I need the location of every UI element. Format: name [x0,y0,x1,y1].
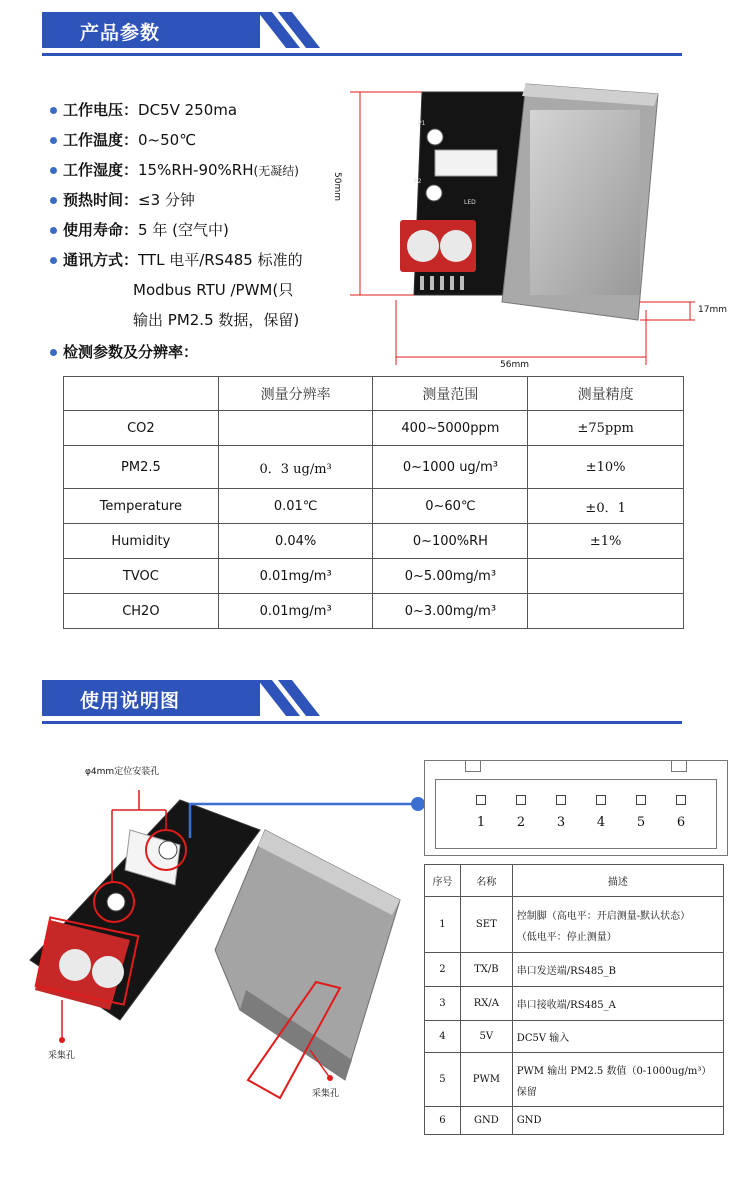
connector [435,150,497,176]
table-cell: 0~3.00mg/m³ [373,594,528,629]
dim-depth-label: 17mm [698,305,727,315]
bullet-icon [50,107,57,114]
spec-humidity: 工作湿度：15%RH-90%RH(无凝结) [50,155,299,186]
table-row [425,1107,724,1135]
table-cell: ±1% [528,524,684,559]
table-cell: 400~5000ppm [373,411,528,446]
pin-row [471,795,691,830]
header-cell [64,377,219,411]
pin: 6 [671,795,691,830]
table-cell: CH2O [64,594,219,629]
pin: 4 [591,795,611,830]
pin: 3 [551,795,571,830]
p2-mark: P2 [414,178,422,185]
table-cell: 6 [425,1107,461,1135]
table-header-row [64,377,684,411]
spec-temperature: 工作温度：0~50℃ [50,125,196,155]
table-cell: 0~1000 ug/m³ [373,446,528,489]
spec-comm-line3: 输出 PM2.5 数据，保留) [133,311,300,329]
spec-voltage: 工作电压：DC5V 250ma [50,95,237,125]
table-row [425,1021,724,1053]
bullet-icon [50,349,57,356]
table-cell: TVOC [64,559,219,594]
table-cell: 0~60℃ [373,489,528,524]
callout-intake-right: 采集孔 [312,1089,340,1099]
header-cell: 测量精度 [528,377,684,411]
table-cell: 1 [425,897,461,953]
table-row [425,953,724,987]
section-header-usage [42,680,682,716]
table-row [425,897,724,953]
bullet-icon [50,227,57,234]
mount-hole [107,893,125,911]
section-header-params [42,12,682,48]
header-cell: 描述 [512,865,723,897]
bullet-icon [50,197,57,204]
table-row [64,446,684,489]
mount-hole [427,129,443,145]
table-cell: GND [460,1107,512,1135]
table-cell: 0．3 ug/m³ [218,446,373,489]
mount-hole [159,841,177,859]
table-cell [218,411,373,446]
table-cell: 0.01℃ [218,489,373,524]
callout-mount-hole: φ4mm定位安装孔 [85,767,160,777]
pin-table [424,864,724,1135]
table-row [64,559,684,594]
callout-intake-left: 采集孔 [48,1051,76,1061]
table-cell: 0.01mg/m³ [218,559,373,594]
table-cell: 0~100%RH [373,524,528,559]
dim-width-label: 56mm [500,360,529,370]
table-cell: Temperature [64,489,219,524]
mount-hole [426,185,442,201]
table-cell [528,594,684,629]
table-cell: 0.01mg/m³ [218,594,373,629]
table-cell: PWM [460,1053,512,1107]
table-cell: DC5V 输入 [512,1021,723,1053]
section-title: 产品参数 [80,22,161,44]
dim-height-label: 50mm [332,172,342,201]
table-cell: 0.04% [218,524,373,559]
table-cell: ±75ppm [528,411,684,446]
table-cell: TX/B [460,953,512,987]
section-title: 使用说明图 [80,690,181,712]
table-cell: PM2.5 [64,446,219,489]
spec-lifetime: 使用寿命：5 年 (空气中) [50,215,229,245]
header-cell: 名称 [460,865,512,897]
table-cell: CO2 [64,411,219,446]
table-cell: GND [512,1107,723,1135]
pin: 1 [471,795,491,830]
table-header-row [425,865,724,897]
table-row [64,489,684,524]
spec-preheat: 预热时间：≤3 分钟 [50,185,195,215]
bullet-icon [50,167,57,174]
params-table [63,376,684,629]
table-cell: 控制脚（高电平：开启测量-默认状态） （低电平：停止测量） [512,897,723,953]
table-cell: 0~5.00mg/m³ [373,559,528,594]
header-cell: 序号 [425,865,461,897]
header-cell: 测量分辨率 [218,377,373,411]
pin: 5 [631,795,651,830]
table-cell: 串口发送端/RS485_B [512,953,723,987]
table-cell: Humidity [64,524,219,559]
connector-diagram [424,760,728,856]
usage-illustration [0,750,430,1130]
table-cell: 串口接收端/RS485_A [512,987,723,1021]
table-cell: ±0．1 [528,489,684,524]
header-cell: 测量范围 [373,377,528,411]
led-mark: LED [464,199,476,206]
table-cell: PWM 输出 PM2.5 数值（0-1000ug/m³） 保留 [512,1053,723,1107]
bullet-icon [50,257,57,264]
table-cell: SET [460,897,512,953]
resolution-heading: 检测参数及分辨率： [50,337,198,367]
table-cell: 5 [425,1053,461,1107]
p1-mark: P1 [418,120,426,127]
table-cell [528,559,684,594]
table-cell: 2 [425,953,461,987]
table-cell: ±10% [528,446,684,489]
table-row [425,1053,724,1107]
table-row [425,987,724,1021]
table-row [64,411,684,446]
table-cell: RX/A [460,987,512,1021]
table-cell: 5V [460,1021,512,1053]
spec-comm-line2: Modbus RTU /PWM(只 [133,281,294,299]
spec-comm: 通讯方式：TTL 电平/RS485 标准的 [50,245,303,275]
pin: 2 [511,795,531,830]
table-cell: 4 [425,1021,461,1053]
board-dimension-illustration [340,80,740,375]
table-cell: 3 [425,987,461,1021]
bullet-icon [50,137,57,144]
table-row [64,524,684,559]
table-row [64,594,684,629]
